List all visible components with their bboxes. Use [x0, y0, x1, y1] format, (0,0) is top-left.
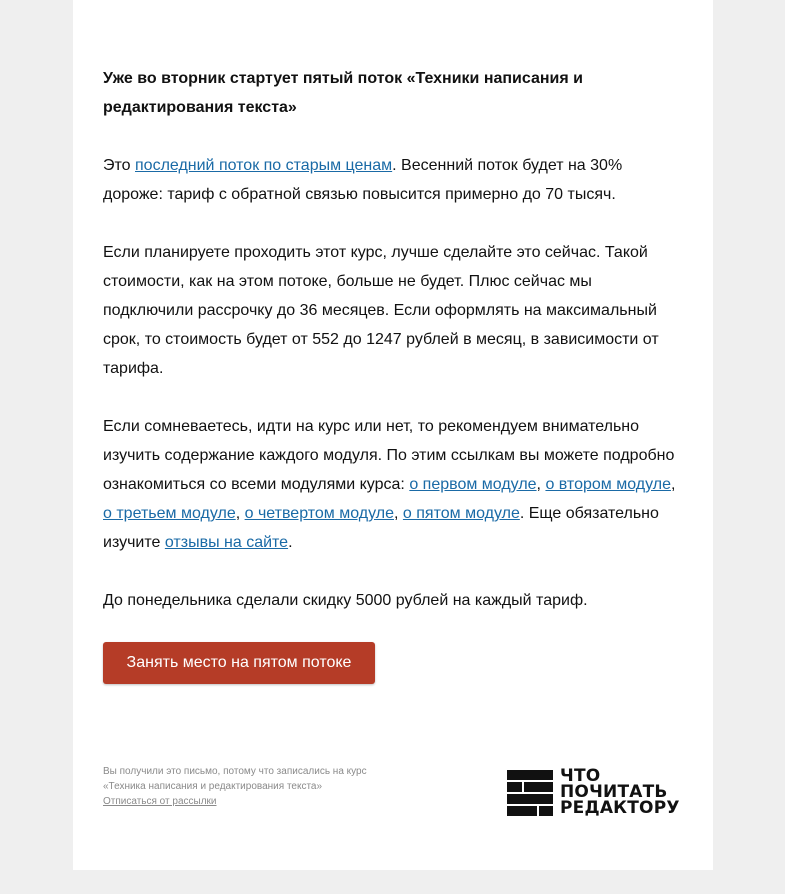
link-old-price-stream[interactable]: последний поток по старым ценам	[135, 157, 393, 174]
separator-comma: ,	[670, 476, 676, 493]
link-module-5[interactable]: о пятом модуле	[402, 505, 520, 522]
unsubscribe-link[interactable]: Отписаться от рассылки	[103, 796, 217, 807]
logo-line-2: ПОЧИТАТЬ	[560, 782, 668, 802]
stacked-bars-logo-icon	[507, 770, 553, 816]
paragraph-modules	[103, 412, 685, 557]
paragraph-price-notice	[103, 151, 685, 209]
paragraph-installment: Если планируете проходить этот курс, лучше сделайте это сейчас. Такой стоимости, как на этом потоке, больше не будет. Плюс сейчас мы подключили рассрочку до 36 месяцев. Если оформлять на максимальный срок, то стоимость будет от 552 до 1247 рублей в месяц, в зависимости от тарифа.	[103, 244, 659, 377]
logo-wordmark	[560, 768, 680, 816]
footer-notice	[103, 764, 393, 809]
subscription-reason: Вы получили это письмо, потому что записались на курс «Техника написания и редактирования текста»	[103, 766, 367, 792]
email-headline: Уже во вторник стартует пятый поток «Техники написания и редактирования текста»	[103, 70, 583, 116]
link-module-1[interactable]: о первом модуле	[409, 476, 537, 493]
text-segment: .	[288, 534, 293, 551]
email-body	[103, 64, 685, 644]
text-segment: Если сомневаетесь, идти на курс или нет, то рекомендуем внимательно изучить содержание каждого модуля. По этим ссылкам вы можете подробно ознакомиться со всеми модулями курса:	[103, 418, 675, 493]
separator-comma: ,	[394, 505, 403, 522]
paragraph-discount: До понедельника сделали скидку 5000 рублей на каждый тариф.	[103, 592, 588, 609]
link-module-2[interactable]: о втором модуле	[545, 476, 671, 493]
link-module-3[interactable]: о третьем модуле	[103, 505, 236, 522]
text-segment: Это	[103, 157, 135, 174]
logo-line-1: ЧТО	[560, 766, 601, 786]
logo-line-3: РЕДАКТОРУ	[560, 798, 680, 818]
brand-logo[interactable]	[507, 768, 685, 820]
link-reviews[interactable]: отзывы на сайте	[164, 534, 289, 551]
email-card	[73, 0, 713, 870]
link-module-4[interactable]: о четвертом модуле	[244, 505, 395, 522]
text-segment: . Еще обязательно изучите	[103, 505, 659, 551]
text-segment: . Весенний поток будет на 30% дороже: тариф с обратной связью повысится примерно до 70 тысяч.	[103, 157, 623, 203]
separator-comma: ,	[536, 476, 546, 493]
reserve-seat-button[interactable]: Занять место на пятом потоке	[103, 642, 375, 684]
separator-comma: ,	[235, 505, 245, 522]
